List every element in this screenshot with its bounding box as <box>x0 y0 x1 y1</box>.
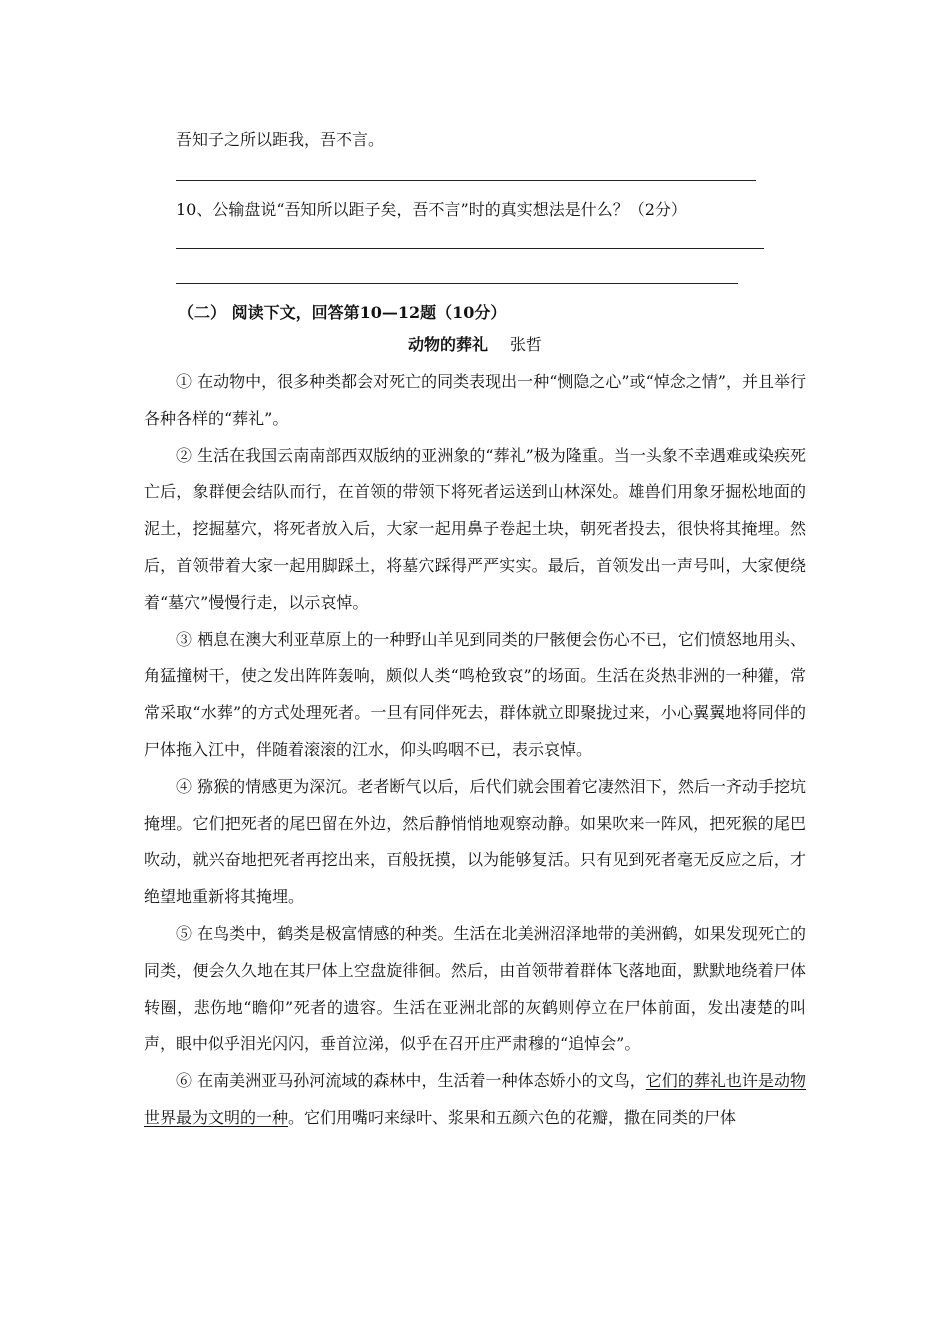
paragraph-6 <box>144 1063 806 1137</box>
answer-line <box>176 248 764 249</box>
paragraph: ③ 栖息在澳大利亚草原上的一种野山羊见到同类的尸骸便会伤心不已，它们愤怒地用头、角猛撞树干，使之发出阵阵轰响，颇似人类“鸣枪致哀”的场面。生活在炎热非洲的一种獾，常常采取“水葬”的方式处理死者。一旦有同伴死去，群体就立即聚拢过来，小心翼翼地将同伴的尸体拖入江中，伴随着滚滚的江水，仰头呜咽不已，表示哀悼。 <box>144 629 806 759</box>
paragraph: ① 在动物中，很多种类都会对死亡的同类表现出一种“恻隐之心”或“悼念之情”，并且举行各种各样的“葬礼”。 <box>144 372 806 428</box>
paragraph: ② 生活在我国云南南部西双版纳的亚洲象的“葬礼”极为隆重。当一头象不幸遇难或染疾死亡后，象群便会结队而行，在首领的带领下将死者运送到山林深处。雄兽们用象牙掘松地面的泥土，挖掘墓穴，将死者放入后，大家一起用鼻子卷起土块，朝死者投去，很快将其掩埋。然后，首领带着大家一起用脚踩土，将墓穴踩得严严实实。最后，首领发出一声号叫，大家便绕着“墓穴”慢慢行走，以示哀悼。 <box>144 445 806 612</box>
article-author: 张哲 <box>510 335 543 354</box>
section-heading: （二） 阅读下文，回答第10—12题（10分） <box>178 303 507 322</box>
underlined-sentence: 它们的葬礼也许是动物世界最为文明的一种 <box>144 1071 806 1127</box>
paragraph-6-lead: ⑥ 在南美洲亚马孙河流域的森林中，生活着一种体态娇小的文鸟， <box>176 1071 646 1091</box>
answer-line <box>176 283 738 284</box>
article-body <box>144 364 806 1137</box>
q9-sentence: 吾知子之所以距我，吾不言。 <box>176 130 385 149</box>
answer-line <box>176 180 756 181</box>
paragraph-6-tail: 。它们用嘴叼来绿叶、浆果和五颜六色的花瓣，撒在同类的尸体 <box>288 1107 737 1127</box>
article-title: 动物的葬礼 <box>407 335 488 354</box>
article-title-row <box>0 332 950 355</box>
q10-prompt: 10、公输盘说“吾知所以距子矣，吾不言”时的真实想法是什么？（2分） <box>176 200 687 219</box>
paragraph: ⑤ 在鸟类中，鹤类是极富情感的种类。生活在北美洲沼泽地带的美洲鹤，如果发现死亡的同类，便会久久地在其尸体上空盘旋徘徊。然后，由首领带着群体飞落地面，默默地绕着尸体转圈，悲伤地“瞻仰”死者的遗容。生活在亚洲北部的灰鹤则停立在尸体前面，发出凄楚的叫声，眼中似乎泪光闪闪，垂首泣涕，似乎在召开庄严肃穆的“追悼会”。 <box>144 923 806 1054</box>
paragraph: ④ 猕猴的情感更为深沉。老者断气以后，后代们就会围着它凄然泪下，然后一齐动手挖坑掩埋。它们把死者的尾巴留在外边，然后静悄悄地观察动静。如果吹来一阵风，把死猴的尾巴吹动，就兴奋地把死者再挖出来，百般抚摸，以为能够复活。只有见到死者毫无反应之后，才绝望地重新将其掩埋。 <box>144 776 806 907</box>
